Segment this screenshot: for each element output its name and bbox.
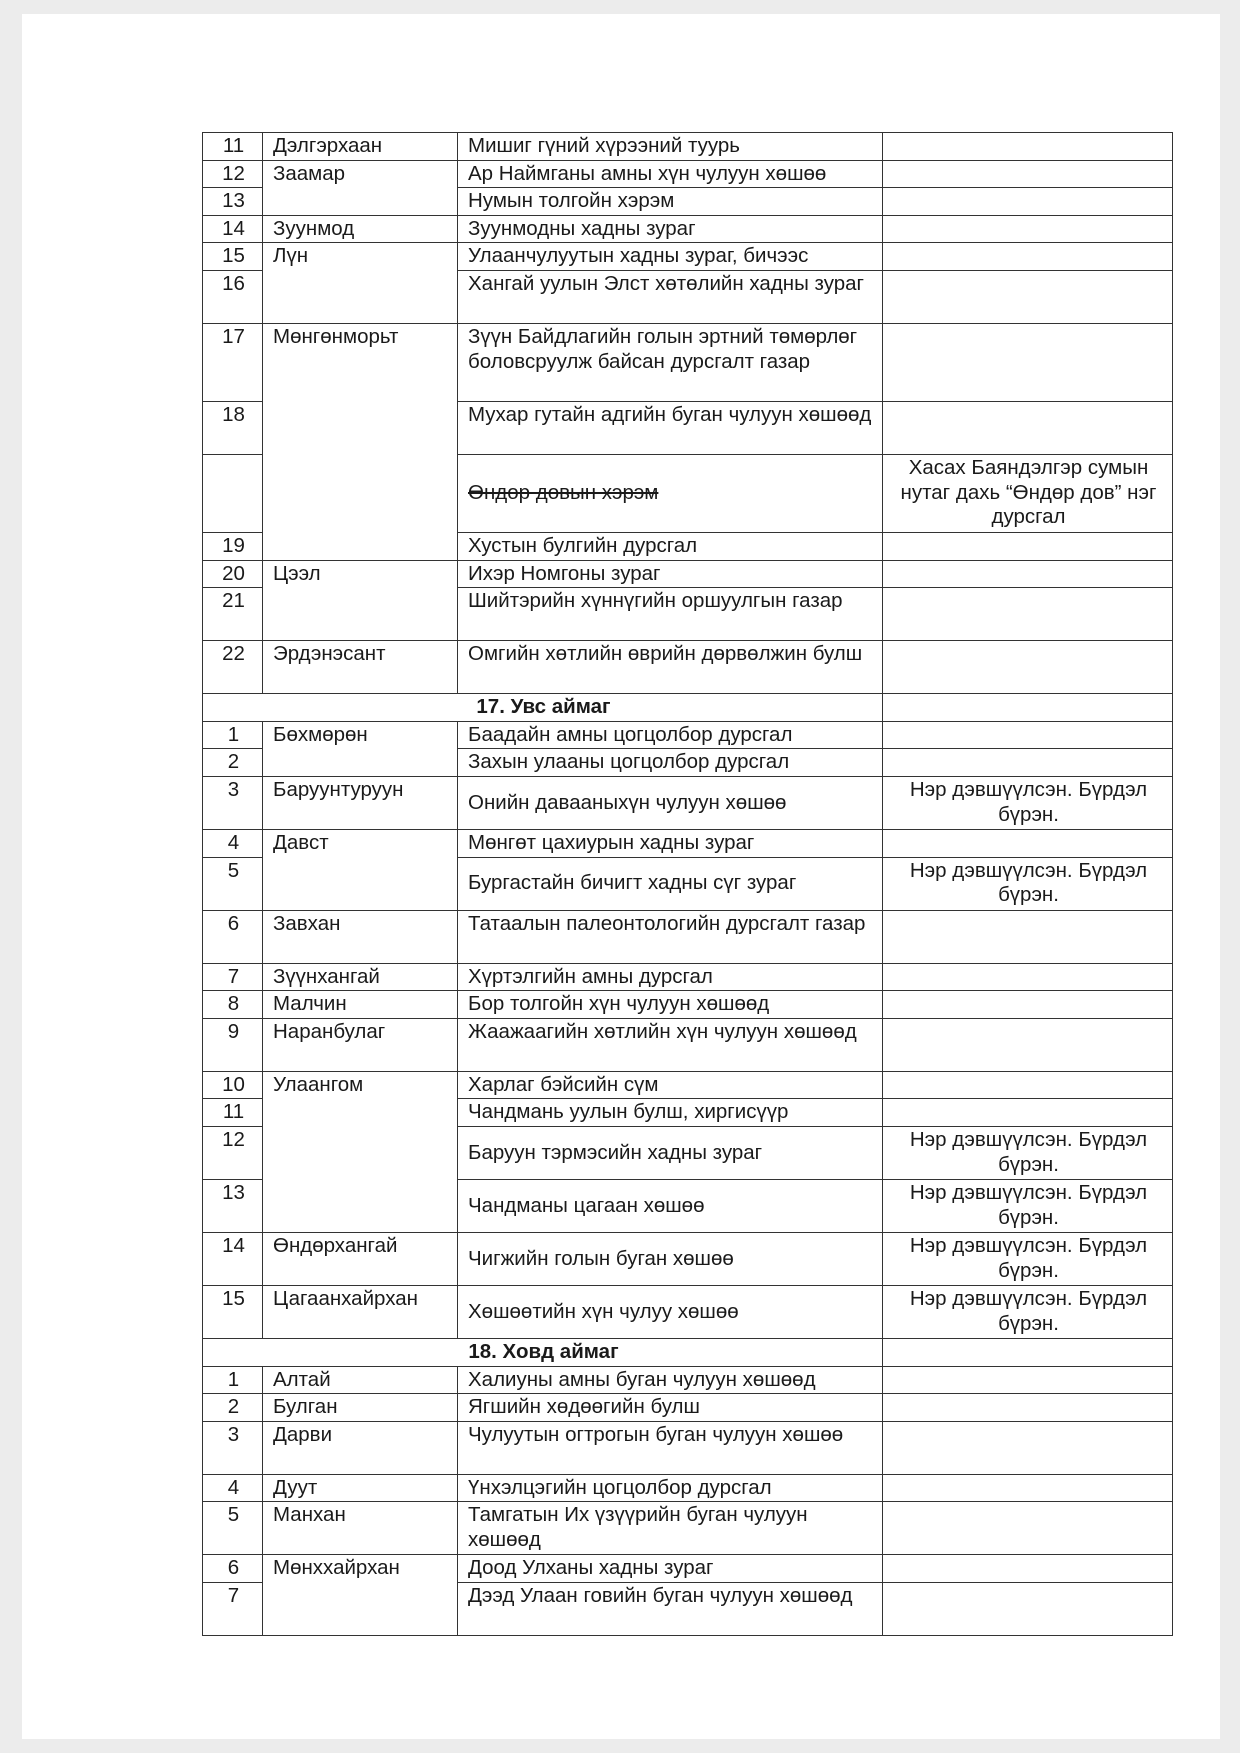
site-name: Ихэр Номгоны зураг: [458, 560, 883, 588]
row-number: 4: [203, 829, 263, 857]
table-row: [203, 160, 1173, 188]
note-cell: [883, 991, 1173, 1019]
sum-name: Мөнххайрхан: [263, 1555, 458, 1636]
table-row: [203, 1232, 1173, 1285]
row-number: [203, 454, 263, 532]
sum-name: Дэлгэрхаан: [263, 133, 458, 161]
site-name: Халиуны амны буган чулуун хөшөөд: [458, 1366, 883, 1394]
sum-name: Давст: [263, 829, 458, 910]
row-number: 3: [203, 1421, 263, 1474]
site-name: Доод Улханы хадны зураг: [458, 1555, 883, 1583]
row-number: 7: [203, 963, 263, 991]
note-cell: Нэр дэвшүүлсэн. Бүрдэл бүрэн.: [883, 1126, 1173, 1179]
row-number: 13: [203, 1179, 263, 1232]
row-number: 2: [203, 1394, 263, 1422]
site-name: Мөнгөт цахиурын хадны зураг: [458, 829, 883, 857]
row-number: 1: [203, 721, 263, 749]
table-row: [203, 215, 1173, 243]
row-number: 21: [203, 588, 263, 641]
site-name: Хустын булгийн дурсгал: [458, 532, 883, 560]
site-name-struck: Өндөр довын хэрэм: [458, 454, 883, 532]
row-number: 15: [203, 1285, 263, 1338]
table-row: [203, 560, 1173, 588]
table-row: [203, 1366, 1173, 1394]
site-name: Хөшөөтийн хүн чулуу хөшөө: [458, 1285, 883, 1338]
sum-name: Алтай: [263, 1366, 458, 1394]
note-cell: [883, 963, 1173, 991]
row-number: 6: [203, 1555, 263, 1583]
note-cell: [883, 532, 1173, 560]
table-row: [203, 963, 1173, 991]
note-cell: [883, 1555, 1173, 1583]
table-row: [203, 323, 1173, 401]
site-name: Бургастайн бичигт хадны сүг зураг: [458, 857, 883, 910]
row-number: 1: [203, 1366, 263, 1394]
note-cell: [883, 1018, 1173, 1071]
site-name: Хүртэлгийн амны дурсгал: [458, 963, 883, 991]
table-row: [203, 1018, 1173, 1071]
note-cell: [883, 1338, 1173, 1366]
note-cell: Нэр дэвшүүлсэн. Бүрдэл бүрэн.: [883, 776, 1173, 829]
row-number: 13: [203, 188, 263, 216]
note-cell: [883, 560, 1173, 588]
row-number: 5: [203, 857, 263, 910]
sum-name: Заамар: [263, 160, 458, 215]
sum-name: Өндөрхангай: [263, 1232, 458, 1285]
row-number: 9: [203, 1018, 263, 1071]
section-header-row: [203, 1338, 1173, 1366]
note-cell: [883, 1394, 1173, 1422]
table-row: [203, 910, 1173, 963]
section-header-row: [203, 694, 1173, 722]
table-row: [203, 1555, 1173, 1583]
row-number: 4: [203, 1474, 263, 1502]
row-number: 15: [203, 243, 263, 271]
sum-name: Завхан: [263, 910, 458, 963]
note-cell: [883, 694, 1173, 722]
note-cell: Нэр дэвшүүлсэн. Бүрдэл бүрэн.: [883, 1179, 1173, 1232]
site-name: Чандмань уулын булш, хиргисүүр: [458, 1099, 883, 1127]
sum-name: Бөхмөрөн: [263, 721, 458, 776]
table-row: [203, 721, 1173, 749]
table-row: [203, 829, 1173, 857]
note-cell: [883, 401, 1173, 454]
note-cell: [883, 160, 1173, 188]
site-name: Омгийн хөтлийн өврийн дөрвөлжин булш: [458, 641, 883, 694]
row-number: 12: [203, 160, 263, 188]
note-cell: [883, 1099, 1173, 1127]
site-name: Ар Наймганы амны хүн чулуун хөшөө: [458, 160, 883, 188]
table-row: [203, 991, 1173, 1019]
row-number: 14: [203, 1232, 263, 1285]
sum-name: Эрдэнэсант: [263, 641, 458, 694]
site-name: Нумын толгойн хэрэм: [458, 188, 883, 216]
row-number: 7: [203, 1582, 263, 1635]
table-row: [203, 1421, 1173, 1474]
row-number: 19: [203, 532, 263, 560]
site-name: Харлаг бэйсийн сүм: [458, 1071, 883, 1099]
sum-name: Улаангом: [263, 1071, 458, 1232]
note-cell: [883, 1071, 1173, 1099]
sum-name: Дуут: [263, 1474, 458, 1502]
note-cell: [883, 588, 1173, 641]
site-name: Онийн давааныхүн чулуун хөшөө: [458, 776, 883, 829]
row-number: 6: [203, 910, 263, 963]
note-cell: [883, 215, 1173, 243]
note-cell: [883, 323, 1173, 401]
note-cell: [883, 749, 1173, 777]
sum-name: Зуунмод: [263, 215, 458, 243]
sum-name: Мөнгөнморьт: [263, 323, 458, 560]
site-name: Захын улааны цогцолбор дурсгал: [458, 749, 883, 777]
row-number: 11: [203, 133, 263, 161]
note-cell: [883, 1582, 1173, 1635]
site-name: Хангай уулын Элст хөтөлийн хадны зураг: [458, 270, 883, 323]
site-name: Зүүн Байдлагийн голын эртний төмөрлөг боловсруулж байсан дурсгалт газар: [458, 323, 883, 401]
row-number: 11: [203, 1099, 263, 1127]
row-number: 18: [203, 401, 263, 454]
note-cell: [883, 829, 1173, 857]
section-title: 18. Ховд аймаг: [203, 1338, 883, 1366]
site-name: Бор толгойн хүн чулуун хөшөөд: [458, 991, 883, 1019]
note-cell: [883, 188, 1173, 216]
table-row: [203, 1071, 1173, 1099]
site-name: Мухар гутайн адгийн буган чулуун хөшөөд: [458, 401, 883, 454]
note-cell: Хасах Баяндэлгэр сумын нутаг дахь “Өндөр дов” нэг дурсгал: [883, 454, 1173, 532]
note-cell: Нэр дэвшүүлсэн. Бүрдэл бүрэн.: [883, 857, 1173, 910]
sum-name: Баруунтуруун: [263, 776, 458, 829]
note-cell: [883, 641, 1173, 694]
row-number: 14: [203, 215, 263, 243]
note-cell: [883, 1421, 1173, 1474]
heritage-sites-table: [202, 132, 1173, 1636]
note-cell: [883, 1366, 1173, 1394]
site-name: Шийтэрийн хүннүгийн оршуулгын газар: [458, 588, 883, 641]
row-number: 10: [203, 1071, 263, 1099]
document-page: [22, 14, 1220, 1739]
sum-name: Малчин: [263, 991, 458, 1019]
table-row: [203, 1502, 1173, 1555]
note-cell: [883, 1474, 1173, 1502]
site-name: Жаажаагийн хөтлийн хүн чулуун хөшөөд: [458, 1018, 883, 1071]
site-name: Тамгатын Их үзүүрийн буган чулуун хөшөөд: [458, 1502, 883, 1555]
table-row: [203, 243, 1173, 271]
row-number: 3: [203, 776, 263, 829]
note-cell: [883, 133, 1173, 161]
note-cell: Нэр дэвшүүлсэн. Бүрдэл бүрэн.: [883, 1232, 1173, 1285]
site-name: Баадайн амны цогцолбор дурсгал: [458, 721, 883, 749]
site-name: Чулуутын огтрогын буган чулуун хөшөө: [458, 1421, 883, 1474]
site-name: Чигжийн голын буган хөшөө: [458, 1232, 883, 1285]
site-name: Зуунмодны хадны зураг: [458, 215, 883, 243]
table-row: [203, 641, 1173, 694]
sum-name: Булган: [263, 1394, 458, 1422]
table-row: [203, 1474, 1173, 1502]
sum-name: Наранбулаг: [263, 1018, 458, 1071]
sum-name: Цагаанхайрхан: [263, 1285, 458, 1338]
note-cell: [883, 270, 1173, 323]
row-number: 5: [203, 1502, 263, 1555]
table-row: [203, 776, 1173, 829]
row-number: 17: [203, 323, 263, 401]
site-name: Чандманы цагаан хөшөө: [458, 1179, 883, 1232]
site-name: Дээд Улаан говийн буган чулуун хөшөөд: [458, 1582, 883, 1635]
row-number: 12: [203, 1126, 263, 1179]
site-name: Мишиг гүний хүрээний туурь: [458, 133, 883, 161]
site-name: Үнхэлцэгийн цогцолбор дурсгал: [458, 1474, 883, 1502]
row-number: 16: [203, 270, 263, 323]
sum-name: Манхан: [263, 1502, 458, 1555]
site-name: Ягшийн хөдөөгийн булш: [458, 1394, 883, 1422]
note-cell: [883, 1502, 1173, 1555]
site-name: Улаанчулуутын хадны зураг, бичээс: [458, 243, 883, 271]
sum-name: Лүн: [263, 243, 458, 324]
sum-name: Дарви: [263, 1421, 458, 1474]
row-number: 8: [203, 991, 263, 1019]
table-row: [203, 133, 1173, 161]
note-cell: Нэр дэвшүүлсэн. Бүрдэл бүрэн.: [883, 1285, 1173, 1338]
row-number: 20: [203, 560, 263, 588]
sum-name: Зүүнхангай: [263, 963, 458, 991]
note-cell: [883, 243, 1173, 271]
note-cell: [883, 721, 1173, 749]
table-row: [203, 1285, 1173, 1338]
site-name: Татаалын палеонтологийн дурсгалт газар: [458, 910, 883, 963]
sum-name: Цээл: [263, 560, 458, 641]
row-number: 2: [203, 749, 263, 777]
note-cell: [883, 910, 1173, 963]
site-name: Баруун тэрмэсийн хадны зураг: [458, 1126, 883, 1179]
table-row: [203, 1394, 1173, 1422]
row-number: 22: [203, 641, 263, 694]
section-title: 17. Увс аймаг: [203, 694, 883, 722]
